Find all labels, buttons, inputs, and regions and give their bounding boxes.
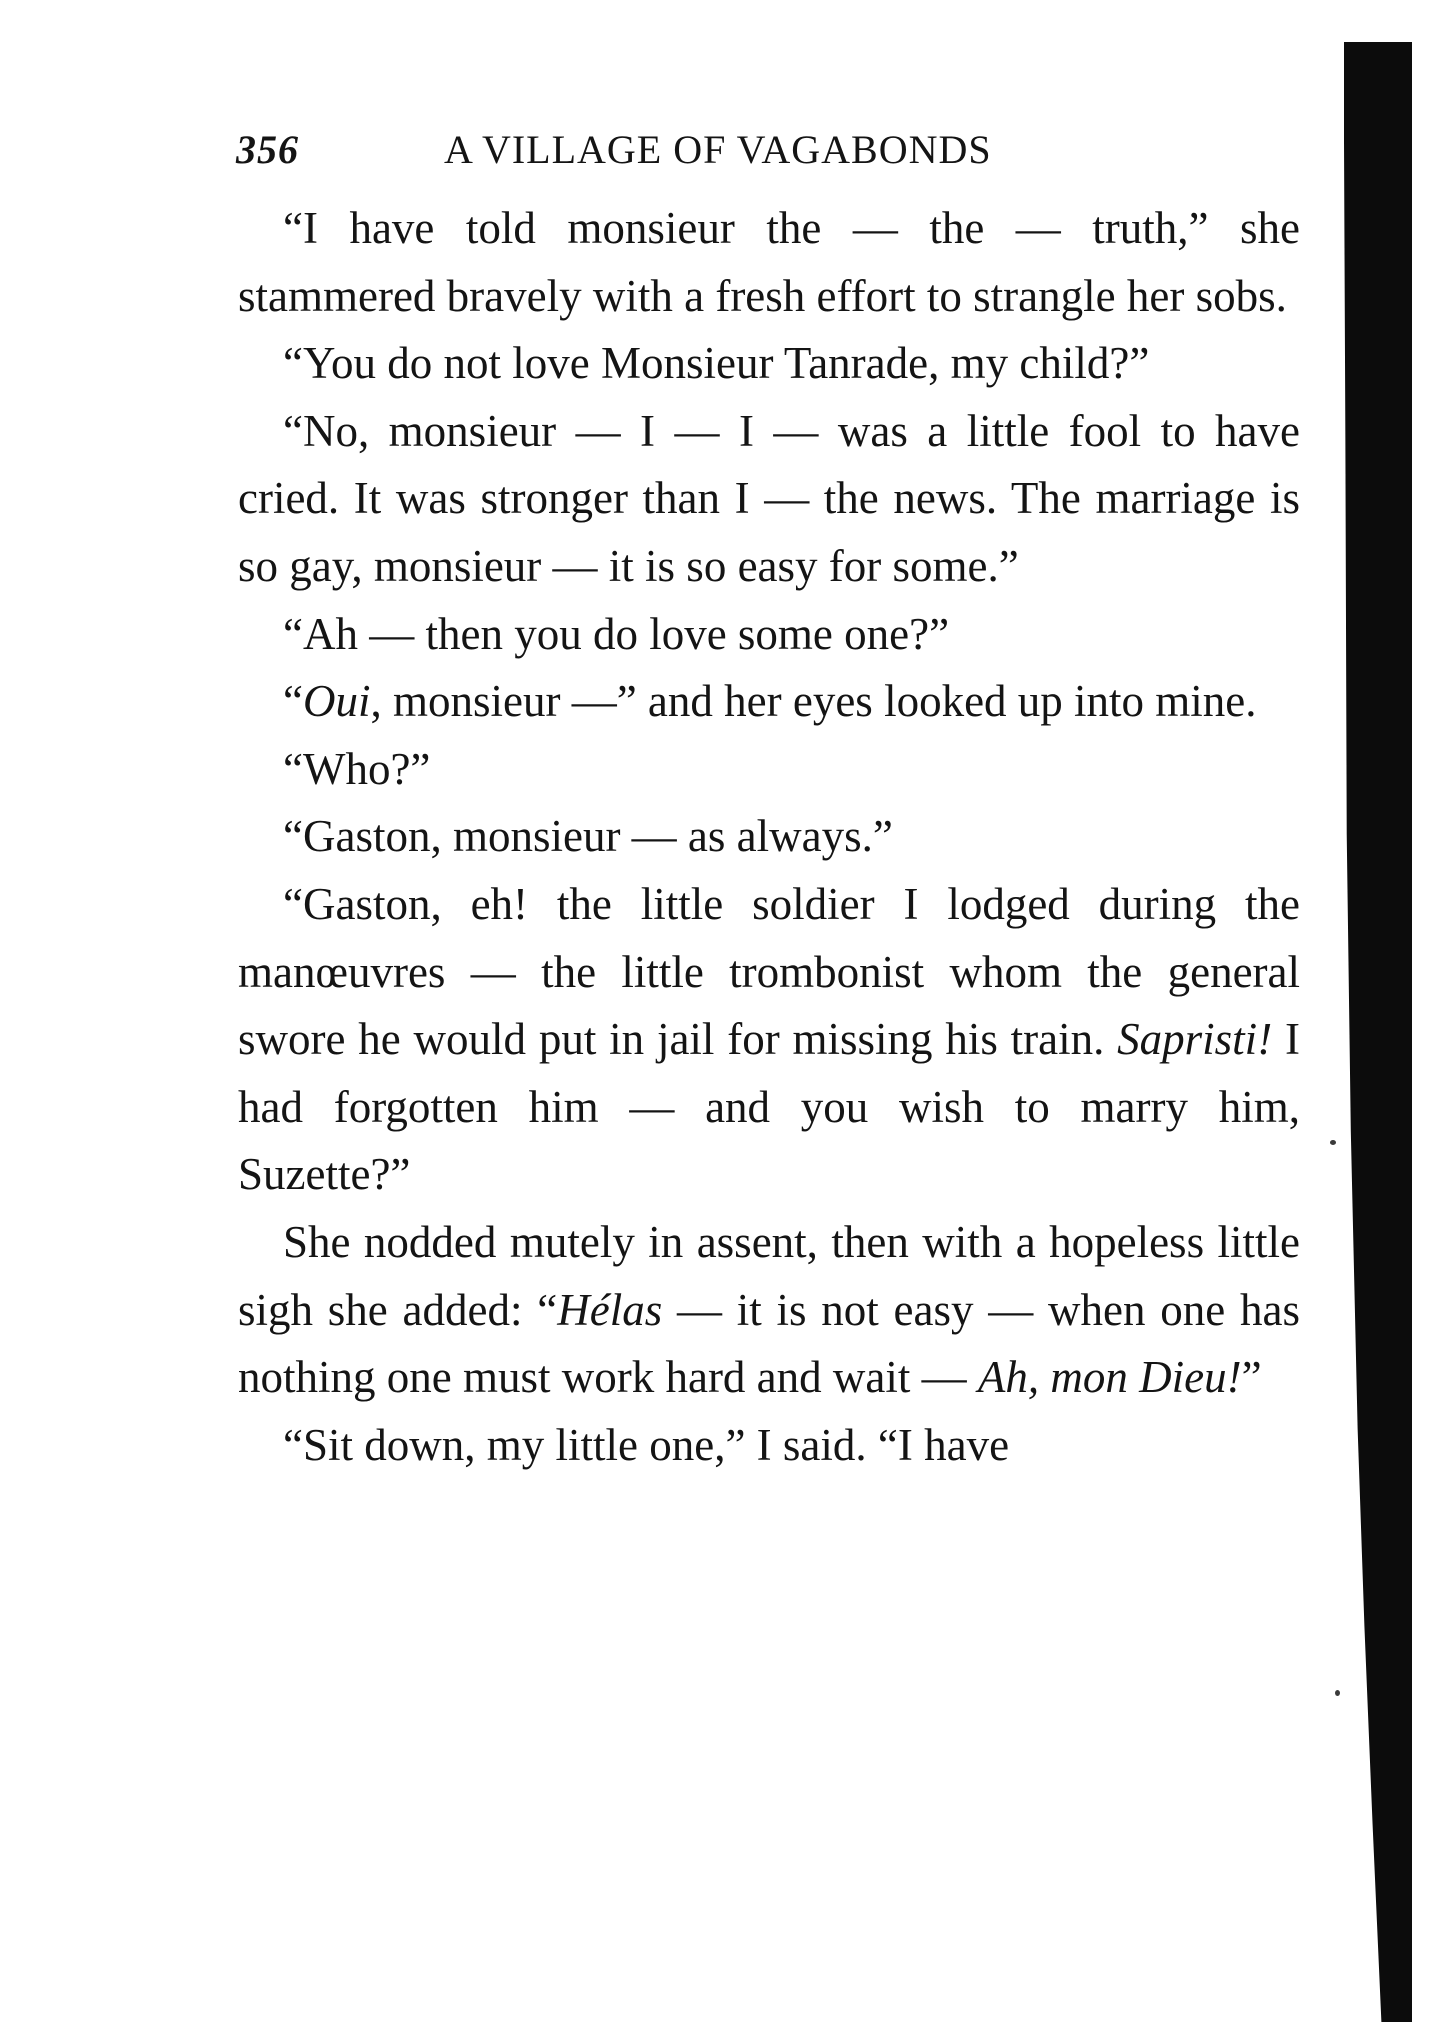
paragraph (238, 601, 1300, 669)
text-run: I had forgotten him — and you wish to marry him, Suzette?” (238, 1014, 1300, 1200)
text-run: “Sit down, my little one,” I said. “I have (283, 1419, 1010, 1470)
body-text (238, 195, 1300, 1479)
text-run: — it is not easy — when one has nothing one must work hard and wait — (238, 1284, 1300, 1403)
edge-speck (1330, 1140, 1336, 1145)
text-run: ” (1241, 1352, 1262, 1403)
book-title: A VILLAGE OF VAGABONDS (444, 127, 992, 172)
text-run: “Gaston, monsieur — as always.” (283, 811, 893, 862)
text-run: , monsieur —” and her eyes looked up into mine. (370, 676, 1257, 727)
paragraph (238, 803, 1300, 871)
text-run: “Ah — then you do love some one?” (283, 608, 950, 659)
edge-speck (1335, 1690, 1340, 1696)
paragraph (238, 871, 1300, 1209)
paragraph (238, 1412, 1300, 1480)
text-run: “Who?” (283, 743, 431, 794)
paragraph (238, 330, 1300, 398)
paragraph (238, 736, 1300, 804)
italic-text: Oui (302, 676, 371, 727)
running-head (236, 122, 1298, 178)
italic-text: Sapristi! (1117, 1014, 1273, 1065)
text-run: She nodded mutely in assent, then with a hopeless little sigh she added: “ (238, 1216, 1300, 1335)
text-run: “No, monsieur — I — I — was a little fool to have cried. It was stronger than I — the news. The marriage is so gay, monsieur — it is so easy for some.” (238, 405, 1300, 591)
italic-text: Hélas (557, 1284, 663, 1335)
text-run: “Gaston, eh! the little soldier I lodged during the manœuvres — the little trombonist whom the general swore he would put in jail for missing his train. (238, 878, 1300, 1065)
page-number: 356 (236, 127, 299, 172)
binding-edge (1344, 42, 1412, 2022)
paragraph (238, 398, 1300, 601)
italic-text: Ah, mon Dieu! (977, 1352, 1242, 1403)
paragraph (238, 1209, 1300, 1412)
text-run: “You do not love Monsieur Tanrade, my child?” (283, 338, 1150, 389)
text-run: “I have told monsieur the — the — truth,” she stammered bravely with a fresh effort to strangle her sobs. (238, 203, 1300, 321)
text-run: “ (283, 676, 303, 727)
paragraph (238, 668, 1300, 736)
paragraph (238, 195, 1300, 330)
